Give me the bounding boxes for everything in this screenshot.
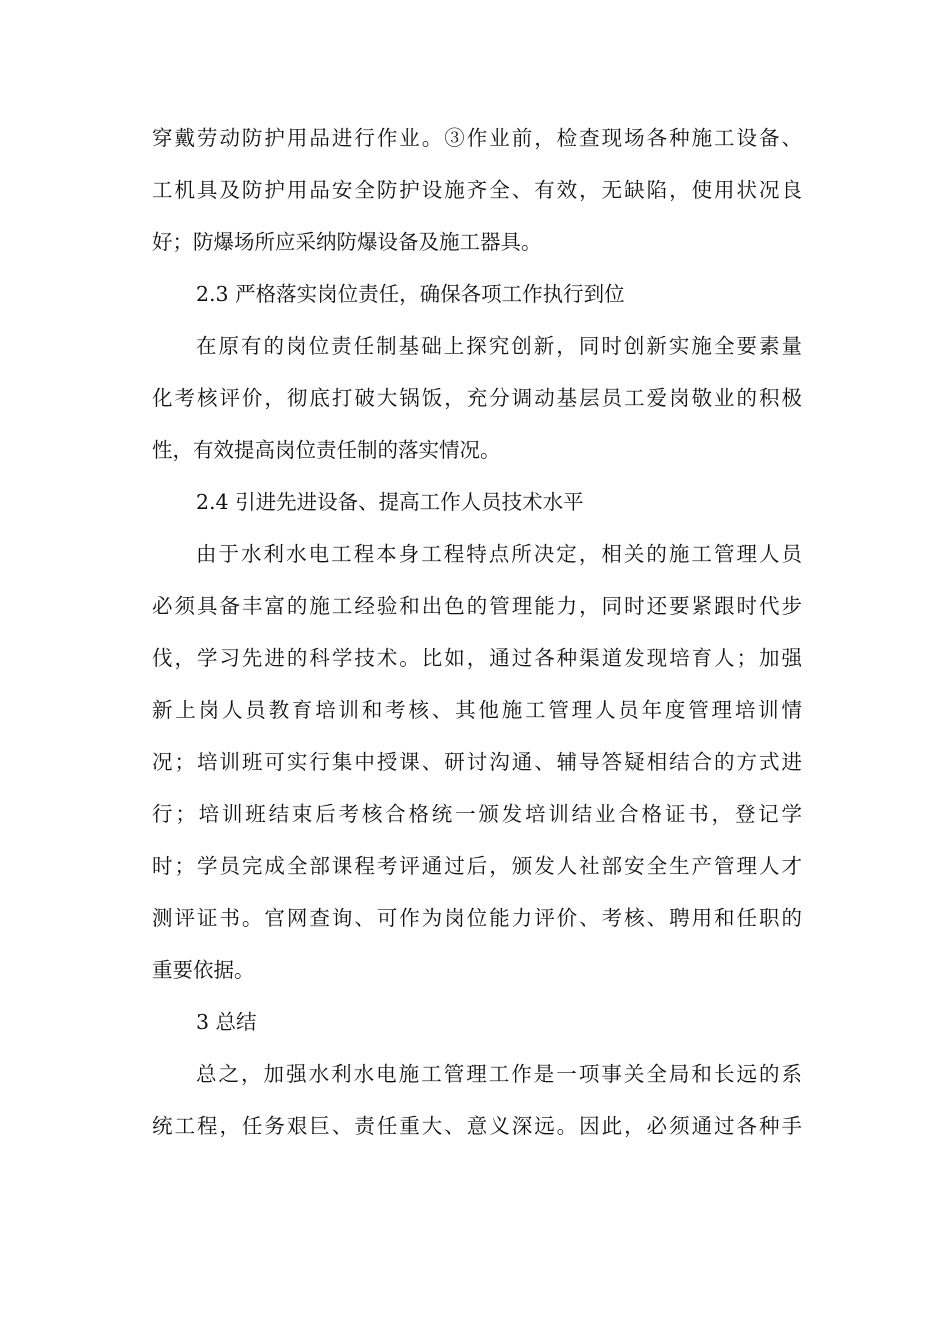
- body-text-line: 总之，加强水利水电施工管理工作是一项事关全局和长远的系: [196, 1062, 802, 1086]
- body-text-line: 时；学员完成全部课程考评通过后，颁发人社部安全生产管理人才: [152, 854, 802, 878]
- body-text-line: 由于水利水电工程本身工程特点所决定，相关的施工管理人员: [196, 542, 802, 566]
- section-heading: 2.4 引进先进设备、提高工作人员技术水平: [196, 490, 584, 514]
- body-text-line: 好；防爆场所应采纳防爆设备及施工器具。: [152, 230, 542, 254]
- body-text-line: 况；培训班可实行集中授课、研讨沟通、辅导答疑相结合的方式进: [152, 750, 802, 774]
- body-text-line: 新上岗人员教育培训和考核、其他施工管理人员年度管理培训情: [152, 698, 802, 722]
- body-text-line: 统工程，任务艰巨、责任重大、意义深远。因此，必须通过各种手: [152, 1114, 802, 1138]
- body-text-line: 行；培训班结束后考核合格统一颁发培训结业合格证书，登记学: [152, 802, 802, 826]
- section-heading: 3 总结: [196, 1010, 257, 1034]
- section-heading: 2.3 严格落实岗位责任，确保各项工作执行到位: [196, 282, 625, 306]
- body-text-line: 性，有效提高岗位责任制的落实情况。: [152, 438, 501, 462]
- body-text-line: 必须具备丰富的施工经验和出色的管理能力，同时还要紧跟时代步: [152, 594, 802, 618]
- body-text-line: 化考核评价，彻底打破大锅饭，充分调动基层员工爱岗敬业的积极: [152, 386, 802, 410]
- body-text-line: 穿戴劳动防护用品进行作业。③作业前，检查现场各种施工设备、: [152, 126, 802, 150]
- body-text-line: 伐，学习先进的科学技术。比如，通过各种渠道发现培育人；加强: [152, 646, 802, 670]
- body-text-line: 重要依据。: [152, 958, 255, 982]
- body-text-line: 工机具及防护用品安全防护设施齐全、有效，无缺陷，使用状况良: [152, 178, 802, 202]
- body-text-line: 在原有的岗位责任制基础上探究创新，同时创新实施全要素量: [196, 334, 802, 358]
- body-text-line: 测评证书。官网查询、可作为岗位能力评价、考核、聘用和任职的: [152, 906, 802, 930]
